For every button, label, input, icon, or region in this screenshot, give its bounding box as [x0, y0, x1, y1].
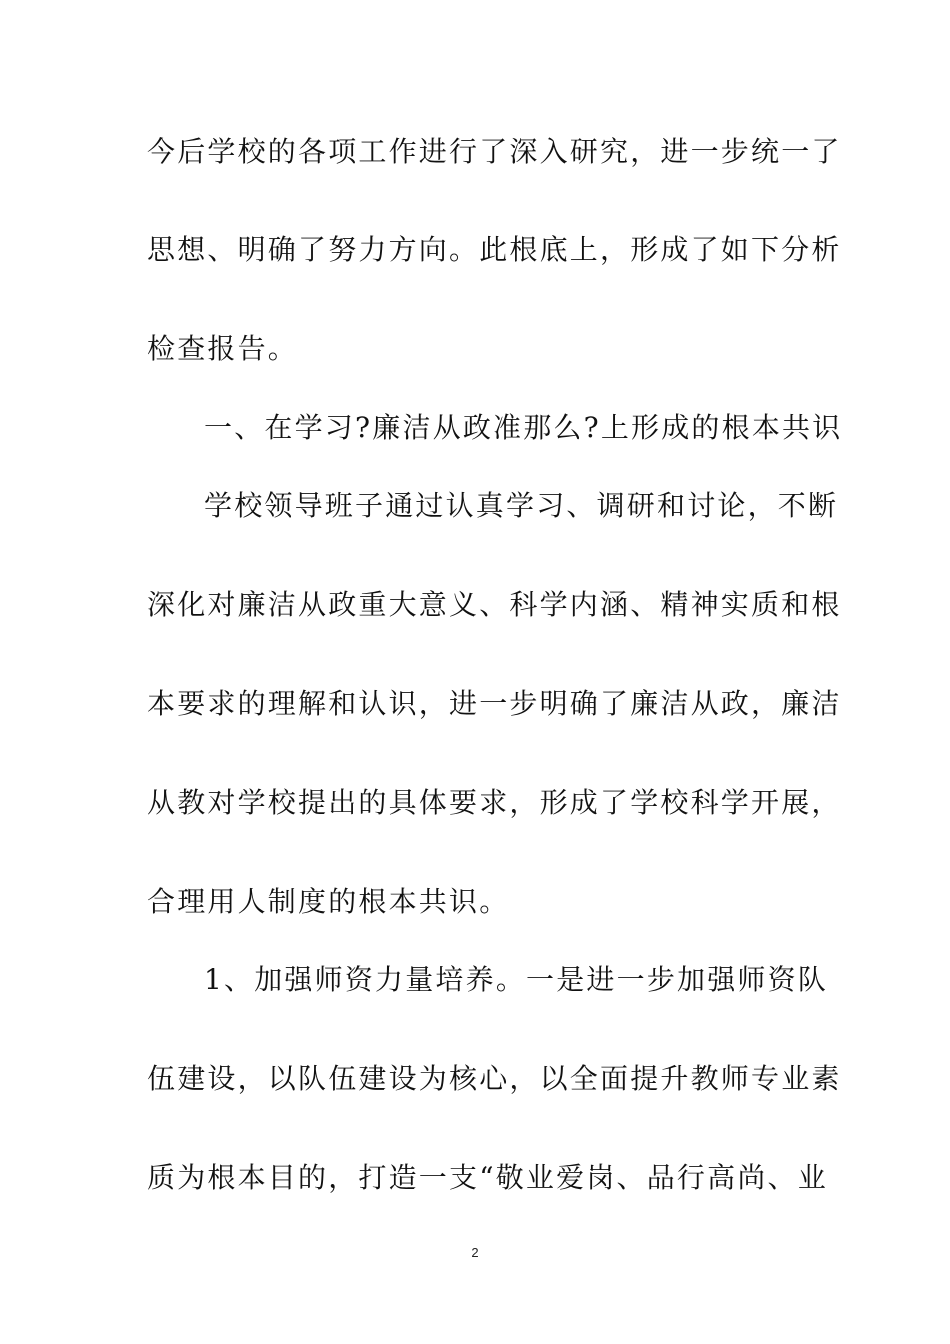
text-line: 思想、明确了努力方向。此根底上，形成了如下分析 [147, 233, 842, 266]
section-heading: 一、在学习?廉洁从政准那么?上形成的根本共识 [204, 411, 843, 444]
text-line: 伍建设，以队伍建设为核心，以全面提升教师专业素 [147, 1062, 842, 1095]
text-line: 检查报告。 [147, 332, 299, 365]
text-line: 深化对廉洁从政重大意义、科学内涵、精神实质和根 [147, 588, 842, 621]
text-line: 合理用人制度的根本共识。 [147, 885, 510, 918]
text-line: 质为根本目的，打造一支“敬业爱岗、品行高尚、业 [147, 1161, 828, 1194]
text-line: 今后学校的各项工作进行了深入研究，进一步统一了 [147, 135, 842, 168]
text-line: 学校领导班子通过认真学习、调研和讨论，不断 [204, 489, 839, 522]
page-number: 2 [471, 1245, 479, 1260]
text-line: 从教对学校提出的具体要求，形成了学校科学开展， [147, 786, 842, 819]
text-line: 1、加强师资力量培养。一是进一步加强师资队 [204, 963, 829, 996]
text-line: 本要求的理解和认识，进一步明确了廉洁从政，廉洁 [147, 687, 842, 720]
